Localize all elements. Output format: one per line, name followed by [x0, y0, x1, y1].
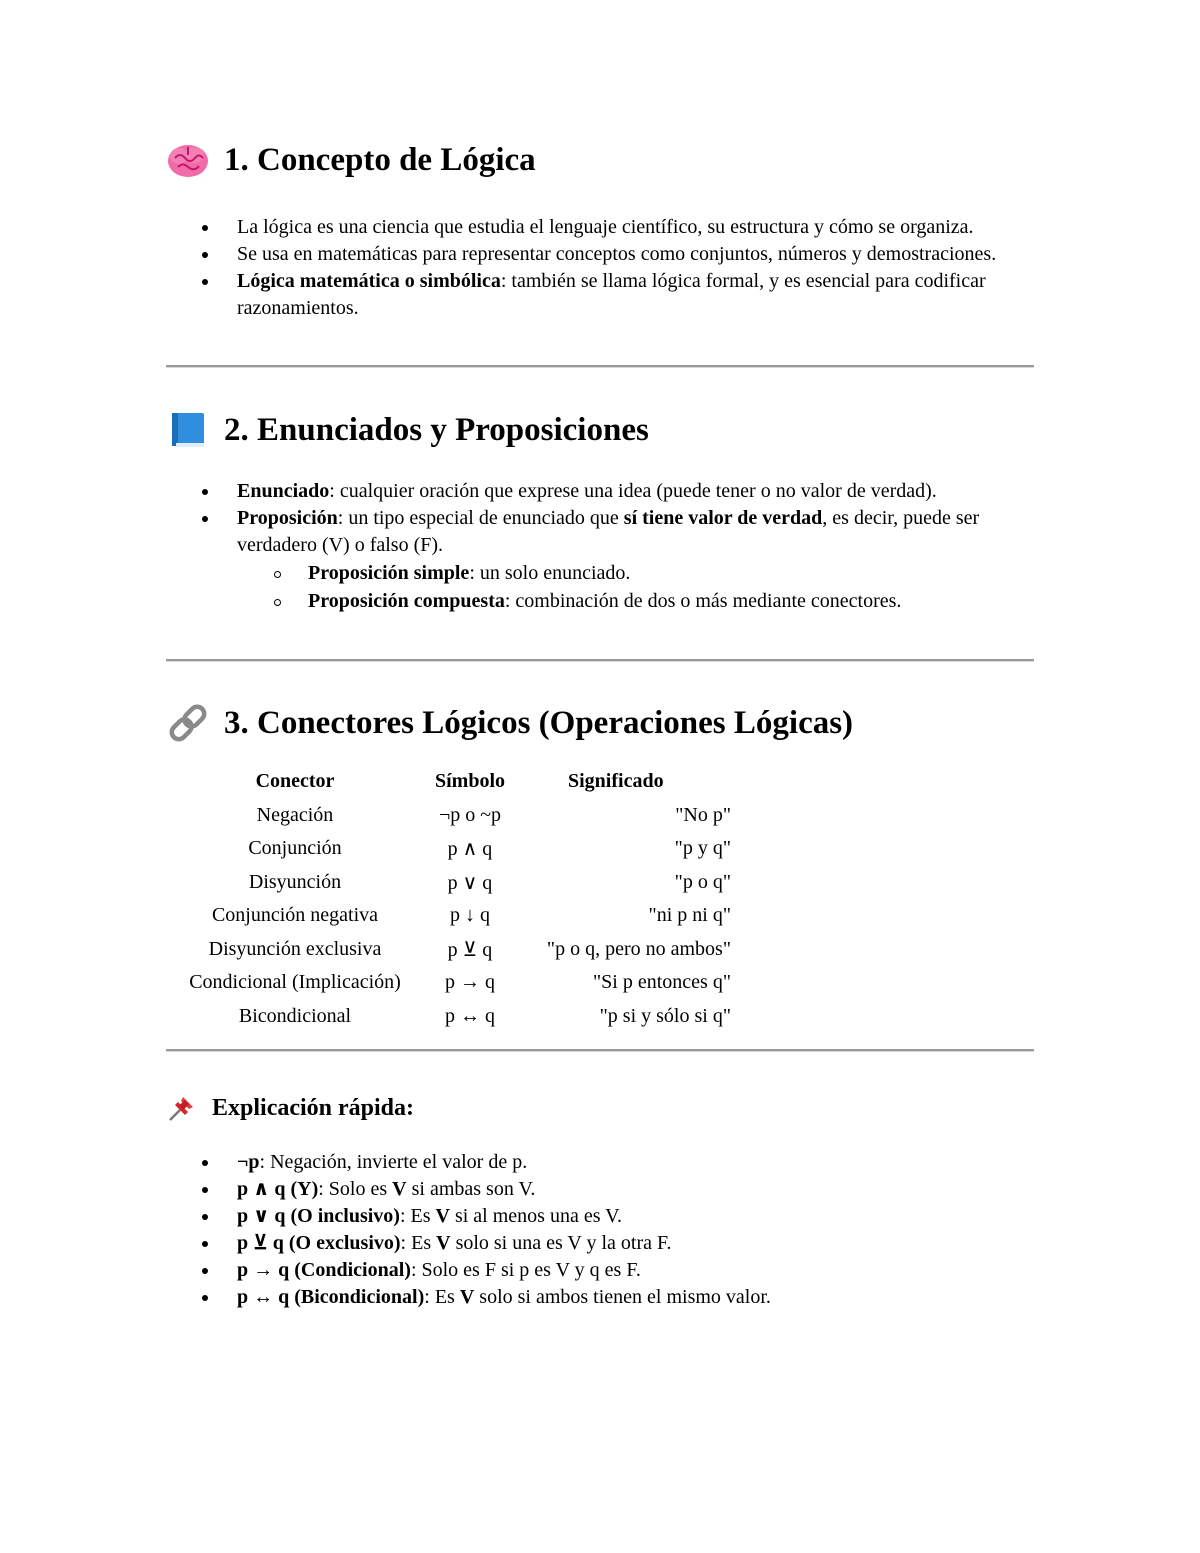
enunciados-list	[166, 478, 1034, 615]
heading-concepto	[166, 140, 1034, 180]
table-row: Condicional (Implicación) p → q "Si p entonces q"	[189, 971, 731, 994]
header-conector: Conector	[255, 770, 335, 793]
blue-book-icon	[166, 410, 210, 450]
heading-enunciados-text: 2. Enunciados y Proposiciones	[224, 412, 649, 448]
heading-conectores	[166, 703, 1034, 743]
table-row: Disyunción p ∨ q "p o q"	[248, 870, 731, 894]
table-row: Disyunción exclusiva p ⊻ q "p o q, pero no ambos"	[208, 937, 731, 961]
list-item: Lógica matemática o simbólica: también se llama lógica formal, y es esencial para codificar razonamientos.	[166, 268, 1034, 322]
table-row: Conjunción negativa p ↓ q "ni p ni q"	[211, 904, 731, 927]
explicacion-list	[166, 1149, 1034, 1311]
divider	[166, 659, 1034, 662]
list-item: p ∧ q (Y): Solo es V si ambas son V.	[166, 1176, 1034, 1203]
heading-concepto-text: 1. Concepto de Lógica	[224, 142, 536, 178]
heading-enunciados	[166, 410, 1034, 450]
section-enunciados	[166, 410, 1034, 615]
sub-list-item: Proposición compuesta: combinación de dos o más mediante conectores.	[166, 587, 1034, 615]
list-item: p ⊻ q (O exclusivo): Es V solo si una es V y la otra F.	[166, 1230, 1034, 1257]
list-item: p ↔ q (Bicondicional): Es V solo si ambos tienen el mismo valor.	[166, 1284, 1034, 1311]
divider	[166, 1049, 1034, 1052]
table-row: Conjunción p ∧ q "p y q"	[248, 837, 731, 861]
table-row: Negación ¬p o ~p "No p"	[256, 803, 731, 826]
section-explicacion	[166, 1092, 1034, 1311]
list-item: Proposición: un tipo especial de enunciado que sí tiene valor de verdad, es decir, puede ser verdadero (V) o falso (F). Proposición simple: un solo enunciado. Proposición compuesta: combinación de dos o más mediante conectores.	[166, 505, 1034, 615]
brain-icon	[166, 140, 210, 180]
section-concepto	[166, 140, 1034, 322]
list-item: Enunciado: cualquier oración que exprese una idea (puede tener o no valor de verdad).	[166, 478, 1034, 505]
header-simbolo: Símbolo	[434, 770, 506, 793]
table-header-row	[166, 765, 731, 799]
list-item: ¬p: Negación, invierte el valor de p.	[166, 1149, 1034, 1176]
section-conectores	[166, 703, 1034, 1033]
list-item: p ∨ q (O inclusivo): Es V si al menos una es V.	[166, 1203, 1034, 1230]
table-row: Bicondicional p ↔ q "p si y sólo si q"	[238, 1004, 731, 1027]
list-item: La lógica es una ciencia que estudia el lenguaje científico, su estructura y cómo se organiza.	[166, 214, 1034, 241]
sub-list-item: Proposición simple: un solo enunciado.	[166, 559, 1034, 587]
proposicion-sublist	[237, 559, 1034, 615]
concepto-list	[166, 214, 1034, 322]
heading-explicacion-text: Explicación rápida:	[212, 1095, 415, 1121]
connectors-table	[166, 765, 731, 1033]
list-item: Se usa en matemáticas para representar conceptos como conjuntos, números y demostraciones.	[166, 241, 1034, 268]
divider	[166, 365, 1034, 368]
list-item: p → q (Condicional): Solo es F si p es V y q es F.	[166, 1257, 1034, 1284]
document-page	[166, 140, 1034, 1311]
link-icon	[166, 703, 210, 743]
heading-explicacion	[166, 1092, 1034, 1124]
pushpin-icon	[166, 1092, 198, 1124]
heading-conectores-text: 3. Conectores Lógicos (Operaciones Lógicas)	[224, 705, 854, 741]
header-significado: Significado	[568, 770, 664, 793]
